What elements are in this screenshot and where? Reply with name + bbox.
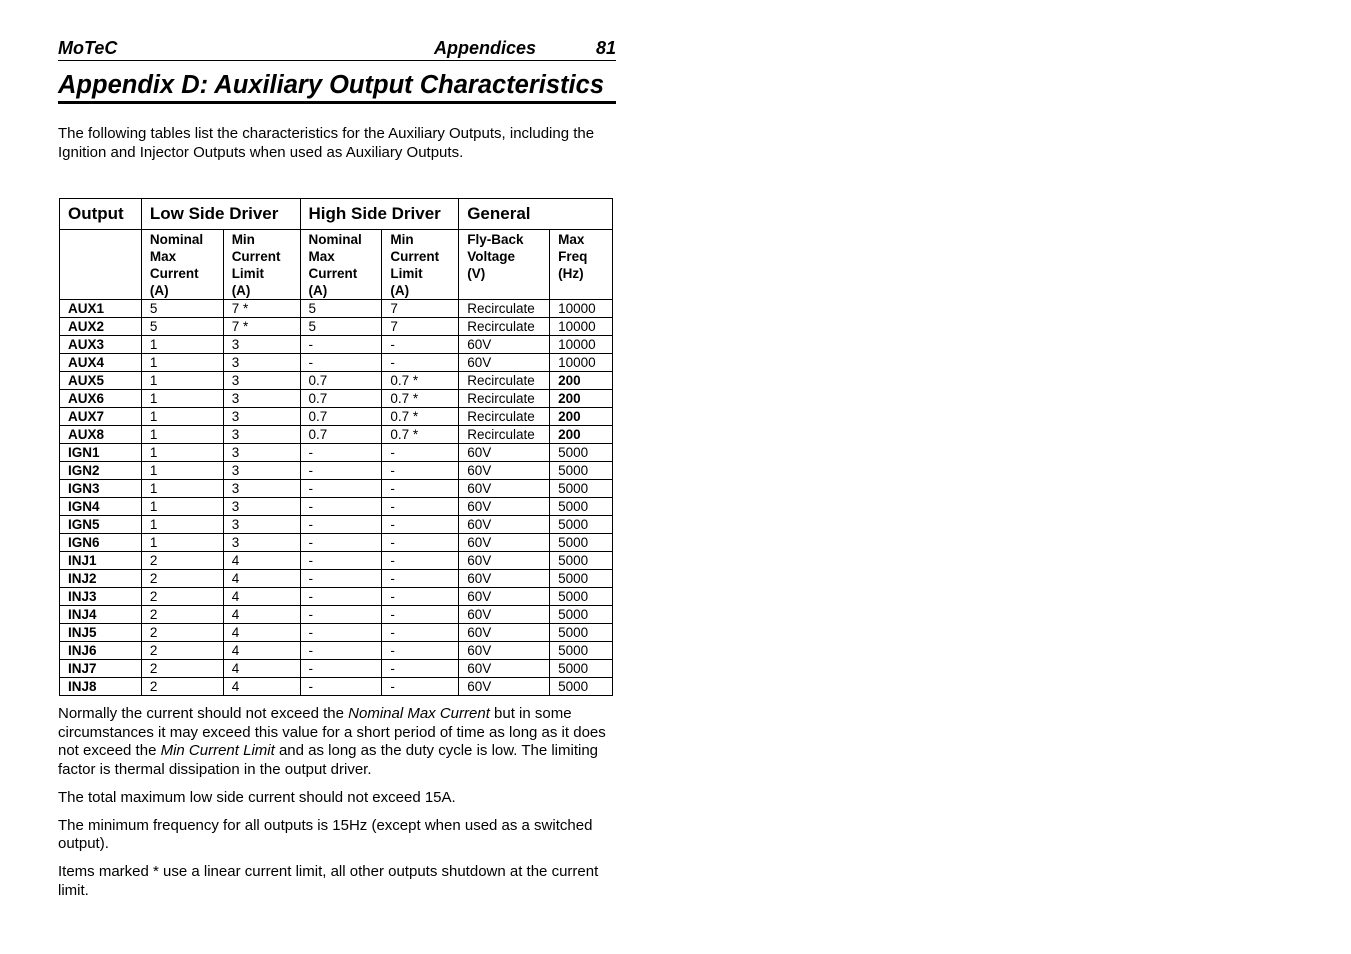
note-text: and as long as the duty cycle is low. The limiting factor is thermal dissipation in the output driver. bbox=[58, 742, 599, 778]
table-row bbox=[60, 336, 613, 354]
table-cell: 3 bbox=[223, 426, 300, 444]
header-brand: MoTeC bbox=[58, 38, 118, 58]
header-section: Appendices bbox=[433, 38, 536, 58]
output-name-cell: INJ7 bbox=[60, 660, 142, 678]
table-cell: - bbox=[300, 642, 382, 660]
table-row bbox=[60, 354, 613, 372]
table-cell: - bbox=[300, 570, 382, 588]
sub-header-line: Current bbox=[149, 266, 199, 281]
table-cell: - bbox=[300, 588, 382, 606]
table-cell: 0.7 * bbox=[382, 372, 459, 390]
table-cell: 7 * bbox=[223, 318, 300, 336]
sub-header-line: (A) bbox=[231, 283, 251, 298]
sub-header-line: (A) bbox=[308, 283, 328, 298]
intro-paragraph: The following tables list the characteristics for the Auxiliary Outputs, including the Ignition and Injector Outputs when used as Auxiliary Outputs. bbox=[58, 125, 595, 161]
table-cell: 1 bbox=[141, 354, 223, 372]
table-cell: 1 bbox=[141, 426, 223, 444]
output-name-cell: IGN6 bbox=[60, 534, 142, 552]
sub-header-line: Current bbox=[308, 266, 358, 281]
note-min-frequency: The minimum frequency for all outputs is 15Hz (except when used as a switched output). bbox=[58, 816, 593, 852]
table-cell: 5000 bbox=[550, 552, 613, 570]
note-emphasis: Min Current Limit bbox=[160, 742, 275, 759]
table-body bbox=[60, 300, 613, 696]
table-cell: Recirculate bbox=[459, 426, 550, 444]
output-name-cell: IGN5 bbox=[60, 516, 142, 534]
note-linear-limit: Items marked * use a linear current limit, all other outputs shutdown at the current limit. bbox=[58, 863, 599, 899]
table-cell: 60V bbox=[459, 336, 550, 354]
table-row bbox=[60, 462, 613, 480]
table-row bbox=[60, 552, 613, 570]
table-cell: 3 bbox=[223, 336, 300, 354]
sub-header-line: (V) bbox=[467, 266, 486, 281]
sub-header-line: Max bbox=[308, 249, 335, 264]
table-cell: 60V bbox=[459, 642, 550, 660]
table-cell: 5000 bbox=[550, 534, 613, 552]
table-cell: 60V bbox=[459, 552, 550, 570]
output-name-cell: IGN2 bbox=[60, 462, 142, 480]
table-cell: 1 bbox=[141, 336, 223, 354]
sub-header-line: Nominal bbox=[308, 232, 362, 247]
sub-header-cell bbox=[550, 230, 613, 300]
table-row bbox=[60, 372, 613, 390]
sub-header-line: Freq bbox=[558, 249, 588, 264]
note-text: but in some circumstances it may exceed this value for a short period of time as long as it does not exceed the bbox=[58, 705, 606, 759]
table-cell: - bbox=[300, 678, 382, 696]
table-cell: - bbox=[382, 570, 459, 588]
note-emphasis: Nominal Max Current bbox=[348, 705, 490, 722]
table-cell: 2 bbox=[141, 606, 223, 624]
sub-header-line: Min bbox=[231, 232, 255, 247]
table-cell: - bbox=[300, 498, 382, 516]
table-cell: 0.7 bbox=[300, 390, 382, 408]
table-cell: - bbox=[300, 660, 382, 678]
table-cell: 1 bbox=[141, 444, 223, 462]
table-row bbox=[60, 444, 613, 462]
table-cell: 60V bbox=[459, 588, 550, 606]
table-cell: 10000 bbox=[550, 318, 613, 336]
output-name-cell: INJ1 bbox=[60, 552, 142, 570]
sub-header-line: (A) bbox=[149, 283, 169, 298]
page-title: Appendix D: Auxiliary Output Characteristics bbox=[58, 61, 616, 104]
table-cell: - bbox=[382, 678, 459, 696]
table-cell: 4 bbox=[223, 552, 300, 570]
output-name-cell: AUX1 bbox=[60, 300, 142, 318]
table-cell: 2 bbox=[141, 552, 223, 570]
table-cell: 5000 bbox=[550, 588, 613, 606]
table-cell: 5000 bbox=[550, 498, 613, 516]
page-header bbox=[58, 34, 616, 61]
table-cell: 0.7 * bbox=[382, 426, 459, 444]
table-cell: 3 bbox=[223, 354, 300, 372]
table-cell: 5000 bbox=[550, 606, 613, 624]
group-header-general: General bbox=[459, 199, 613, 230]
table-cell: Recirculate bbox=[459, 372, 550, 390]
table-cell: 1 bbox=[141, 516, 223, 534]
table-cell: - bbox=[382, 336, 459, 354]
table-cell: 3 bbox=[223, 444, 300, 462]
sub-header-line: (Hz) bbox=[558, 266, 584, 281]
table-cell: - bbox=[382, 354, 459, 372]
table-cell: - bbox=[300, 462, 382, 480]
sub-header-line: Min bbox=[390, 232, 414, 247]
group-header-row bbox=[60, 199, 613, 230]
table-cell: 7 bbox=[382, 318, 459, 336]
table-cell: - bbox=[382, 498, 459, 516]
table-row bbox=[60, 606, 613, 624]
table-row bbox=[60, 318, 613, 336]
table-cell: 4 bbox=[223, 642, 300, 660]
output-name-cell: AUX8 bbox=[60, 426, 142, 444]
table-cell: - bbox=[300, 354, 382, 372]
group-header-output: Output bbox=[60, 199, 142, 230]
note-current bbox=[58, 705, 616, 779]
table-cell: - bbox=[382, 660, 459, 678]
output-name-cell: INJ2 bbox=[60, 570, 142, 588]
table-cell: - bbox=[382, 606, 459, 624]
sub-header-line: Nominal bbox=[149, 232, 204, 247]
table-cell: 4 bbox=[223, 678, 300, 696]
table-cell: 60V bbox=[459, 660, 550, 678]
sub-header-line: Current bbox=[231, 249, 281, 264]
table-row bbox=[60, 624, 613, 642]
output-name-cell: INJ5 bbox=[60, 624, 142, 642]
sub-header-cell bbox=[459, 230, 550, 300]
table-cell: 1 bbox=[141, 480, 223, 498]
table-row bbox=[60, 570, 613, 588]
table-cell: - bbox=[300, 534, 382, 552]
table-cell: Recirculate bbox=[459, 408, 550, 426]
output-name-cell: IGN1 bbox=[60, 444, 142, 462]
table-cell: 3 bbox=[223, 408, 300, 426]
table-cell: - bbox=[300, 624, 382, 642]
table-cell: - bbox=[300, 480, 382, 498]
output-name-cell: IGN3 bbox=[60, 480, 142, 498]
table-cell: 60V bbox=[459, 624, 550, 642]
output-name-cell: INJ3 bbox=[60, 588, 142, 606]
table-cell: 200 bbox=[550, 408, 613, 426]
output-name-cell: AUX5 bbox=[60, 372, 142, 390]
table-cell: - bbox=[382, 480, 459, 498]
table-cell: 0.7 * bbox=[382, 390, 459, 408]
sub-header-line: (A) bbox=[390, 283, 410, 298]
sub-header-line: Current bbox=[390, 249, 440, 264]
table-cell: 3 bbox=[223, 516, 300, 534]
table-cell: 2 bbox=[141, 642, 223, 660]
table-cell: - bbox=[300, 444, 382, 462]
table-cell: 5000 bbox=[550, 480, 613, 498]
sub-header-line: Voltage bbox=[467, 249, 515, 264]
table-cell: 10000 bbox=[550, 300, 613, 318]
table-cell: - bbox=[382, 462, 459, 480]
table-cell: 5000 bbox=[550, 570, 613, 588]
table-cell: - bbox=[382, 444, 459, 462]
table-cell: 10000 bbox=[550, 354, 613, 372]
table-row bbox=[60, 408, 613, 426]
table-cell: 1 bbox=[141, 390, 223, 408]
sub-header-cell bbox=[223, 230, 300, 300]
table-cell: - bbox=[382, 552, 459, 570]
table-cell: 4 bbox=[223, 606, 300, 624]
table-row bbox=[60, 588, 613, 606]
table-cell: - bbox=[300, 516, 382, 534]
table-row bbox=[60, 300, 613, 318]
output-name-cell: INJ6 bbox=[60, 642, 142, 660]
group-header-high-side: High Side Driver bbox=[300, 199, 459, 230]
note-low-side-total: The total maximum low side current should not exceed 15A. bbox=[58, 788, 456, 806]
notes bbox=[58, 705, 616, 900]
table-cell: 1 bbox=[141, 462, 223, 480]
table-cell: - bbox=[300, 606, 382, 624]
sub-header-cell bbox=[141, 230, 223, 300]
sub-header-line: Limit bbox=[231, 266, 264, 281]
sub-header-row bbox=[60, 230, 613, 300]
table-cell: 7 * bbox=[223, 300, 300, 318]
note-text: Normally the current should not exceed the bbox=[58, 705, 349, 722]
table-cell: 60V bbox=[459, 516, 550, 534]
table-row bbox=[60, 498, 613, 516]
table-cell: - bbox=[300, 336, 382, 354]
table-row bbox=[60, 660, 613, 678]
table-cell: 5 bbox=[300, 318, 382, 336]
table-cell: 5000 bbox=[550, 462, 613, 480]
table-cell: 4 bbox=[223, 570, 300, 588]
table-cell: 1 bbox=[141, 372, 223, 390]
table-cell: 2 bbox=[141, 588, 223, 606]
table-cell: - bbox=[382, 624, 459, 642]
table-row bbox=[60, 534, 613, 552]
output-name-cell: AUX7 bbox=[60, 408, 142, 426]
table-cell: 60V bbox=[459, 570, 550, 588]
table-cell: 4 bbox=[223, 624, 300, 642]
table-cell: 5000 bbox=[550, 624, 613, 642]
table-cell: 3 bbox=[223, 480, 300, 498]
table-cell: 3 bbox=[223, 498, 300, 516]
table-cell: 5000 bbox=[550, 516, 613, 534]
table-cell: 1 bbox=[141, 498, 223, 516]
sub-header-line: Limit bbox=[390, 266, 423, 281]
table-row bbox=[60, 426, 613, 444]
table-cell: 60V bbox=[459, 480, 550, 498]
table-cell: 2 bbox=[141, 660, 223, 678]
table-cell: 2 bbox=[141, 678, 223, 696]
table-cell: 3 bbox=[223, 372, 300, 390]
table-cell: - bbox=[300, 552, 382, 570]
table-cell: 4 bbox=[223, 660, 300, 678]
output-name-cell: AUX3 bbox=[60, 336, 142, 354]
table-cell: 1 bbox=[141, 534, 223, 552]
table-cell: 0.7 bbox=[300, 408, 382, 426]
table-cell: 60V bbox=[459, 606, 550, 624]
table-cell: 200 bbox=[550, 372, 613, 390]
table-cell: - bbox=[382, 588, 459, 606]
output-name-cell: INJ4 bbox=[60, 606, 142, 624]
header-page-number: 81 bbox=[595, 38, 616, 58]
sub-header-line: Max bbox=[149, 249, 177, 264]
output-name-cell: INJ8 bbox=[60, 678, 142, 696]
output-name-cell: AUX4 bbox=[60, 354, 142, 372]
table-cell: 0.7 * bbox=[382, 408, 459, 426]
table-cell: 200 bbox=[550, 390, 613, 408]
table-cell: 4 bbox=[223, 588, 300, 606]
table-cell: 60V bbox=[459, 498, 550, 516]
table-row bbox=[60, 678, 613, 696]
sub-header-line: Fly-Back bbox=[467, 232, 524, 247]
table-cell: 60V bbox=[459, 354, 550, 372]
table-cell: 1 bbox=[141, 408, 223, 426]
table-cell: 3 bbox=[223, 390, 300, 408]
output-characteristics-table bbox=[59, 198, 613, 696]
group-header-low-side: Low Side Driver bbox=[141, 199, 300, 230]
table-cell: Recirculate bbox=[459, 318, 550, 336]
table-cell: 3 bbox=[223, 534, 300, 552]
sub-header-cell bbox=[382, 230, 459, 300]
table-cell: Recirculate bbox=[459, 390, 550, 408]
table-row bbox=[60, 642, 613, 660]
table-cell: - bbox=[382, 534, 459, 552]
table-cell: 0.7 bbox=[300, 426, 382, 444]
table-row bbox=[60, 390, 613, 408]
output-name-cell: IGN4 bbox=[60, 498, 142, 516]
table-cell: 60V bbox=[459, 678, 550, 696]
table-cell: - bbox=[382, 642, 459, 660]
table-row bbox=[60, 480, 613, 498]
table-cell: 2 bbox=[141, 570, 223, 588]
table-cell: 60V bbox=[459, 444, 550, 462]
sub-header-line: Max bbox=[558, 232, 585, 247]
document-page bbox=[58, 34, 616, 910]
table-cell: 3 bbox=[223, 462, 300, 480]
table-cell: 5000 bbox=[550, 642, 613, 660]
table-cell: 5000 bbox=[550, 660, 613, 678]
table-cell: 5000 bbox=[550, 678, 613, 696]
table-cell: 7 bbox=[382, 300, 459, 318]
table-cell: 5000 bbox=[550, 444, 613, 462]
sub-header-empty bbox=[60, 230, 142, 300]
table-cell: 60V bbox=[459, 462, 550, 480]
table-cell: 5 bbox=[141, 318, 223, 336]
table-cell: - bbox=[382, 516, 459, 534]
table-row bbox=[60, 516, 613, 534]
table-cell: 60V bbox=[459, 534, 550, 552]
table-cell: 5 bbox=[141, 300, 223, 318]
table-cell: 0.7 bbox=[300, 372, 382, 390]
sub-header-cell bbox=[300, 230, 382, 300]
table-cell: 5 bbox=[300, 300, 382, 318]
output-name-cell: AUX2 bbox=[60, 318, 142, 336]
table-cell: 200 bbox=[550, 426, 613, 444]
output-name-cell: AUX6 bbox=[60, 390, 142, 408]
table-cell: Recirculate bbox=[459, 300, 550, 318]
table-cell: 10000 bbox=[550, 336, 613, 354]
table-cell: 2 bbox=[141, 624, 223, 642]
